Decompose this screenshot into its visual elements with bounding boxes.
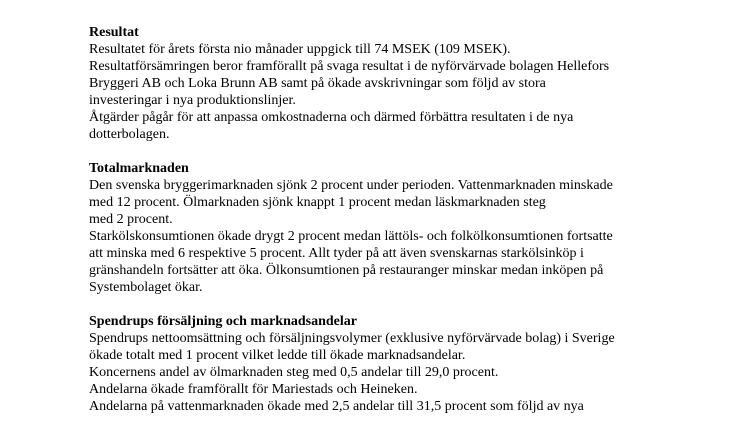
paragraph-line: Resultatet för årets första nio månader uppgick till 74 MSEK (109 MSEK).: [89, 42, 511, 57]
paragraph-line: Andelarna ökade framförallt för Mariestads och Heineken.: [89, 382, 418, 397]
paragraph-line: Koncernens andel av ölmarknaden steg med 0,5 andelar till 29,0 procent.: [89, 365, 499, 380]
paragraph-line: Bryggeri AB och Loka Brunn AB samt på ökade avskrivningar som följd av stora: [89, 76, 546, 91]
paragraph-line: att minska med 6 respektive 5 procent. Allt tyder på att även svenskarnas starkölsinköp i: [89, 246, 584, 261]
paragraph-line: Starkölskonsumtionen ökade drygt 2 procent medan lättöls- och folkölkonsumtionen fortsatte: [89, 229, 613, 244]
paragraph-line: Resultatförsämringen beror framförallt på svaga resultat i de nyförvärvade bolagen Hellefors: [89, 59, 610, 74]
paragraph-line: Systembolaget ökar.: [89, 280, 203, 295]
paragraph-line: dotterbolagen.: [89, 127, 170, 142]
document-page: [89, 24, 729, 432]
section-totalmarknaden: [89, 160, 729, 296]
paragraph-line: investeringar i nya produktionslinjer.: [89, 93, 296, 108]
section-spendrups: [89, 313, 729, 415]
paragraph-line: med 2 procent.: [89, 212, 173, 227]
paragraph-line: Den svenska bryggerimarknaden sjönk 2 procent under perioden. Vattenmarknaden minskade: [89, 178, 613, 193]
section-heading: Totalmarknaden: [89, 161, 189, 176]
paragraph-line: med 12 procent. Ölmarknaden sjönk knappt 1 procent medan läskmarknaden steg: [89, 195, 546, 210]
paragraph-line: Spendrups nettoomsättning och försäljningsvolymer (exklusive nyförvärvade bolag) i Sverige: [89, 331, 615, 346]
paragraph-line: Åtgärder pågår för att anpassa omkostnaderna och därmed förbättra resultaten i de nya: [89, 110, 574, 125]
paragraph-line: Andelarna på vattenmarknaden ökade med 2,5 andelar till 31,5 procent som följd av nya: [89, 399, 584, 414]
section-heading: Resultat: [89, 25, 139, 40]
section-heading: Spendrups försäljning och marknadsandelar: [89, 314, 358, 329]
section-resultat: [89, 24, 729, 143]
paragraph-line: ökade totalt med 1 procent vilket ledde till ökade marknadsandelar.: [89, 348, 466, 363]
paragraph-line: gränshandeln fortsätter att öka. Ölkonsumtionen på restauranger minskar medan inköpen på: [89, 263, 604, 278]
